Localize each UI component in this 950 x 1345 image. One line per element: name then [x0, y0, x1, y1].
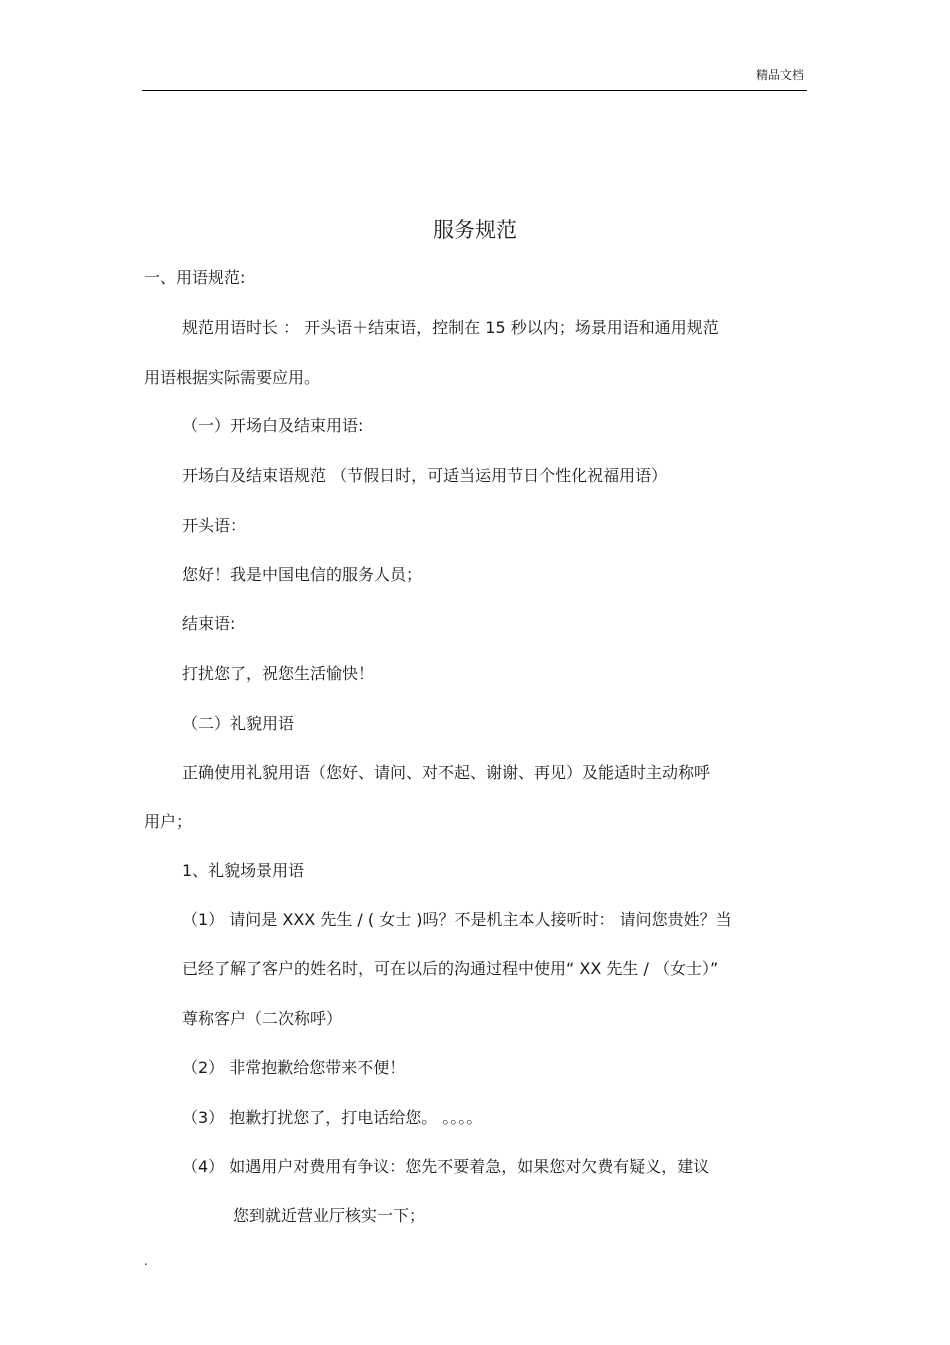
paragraph-line: 用户； — [144, 812, 193, 831]
list-heading-polite-scenes: 1、礼貌场景用语 — [182, 861, 305, 880]
list-item: （3） 抱歉打扰您了，打电话给您。 。。。。 — [182, 1108, 483, 1127]
paragraph-line: 正确使用礼貌用语（您好、请问、对不起、谢谢、再见）及能适时主动称呼 — [182, 763, 711, 782]
list-item: （1） 请问是 XXX 先生 / ( 女士 )吗？不是机主本人接听时： 请问您贵姓？当 — [182, 910, 732, 929]
label-closing: 结束语: — [182, 614, 236, 633]
list-item-continuation: 已经了解了客户的姓名时，可在以后的沟通过程中使用“ XX 先生 / （女士）” — [182, 959, 719, 978]
paragraph-line: 规范用语时长 ： 开头语＋结束语，控制在 15 秒以内；场景用语和通用规范 — [182, 318, 719, 337]
list-item: （2） 非常抱歉给您带来不便！ — [182, 1058, 406, 1077]
paragraph-line: 打扰您了，祝您生活愉快！ — [182, 664, 375, 683]
paragraph-line: 您好！我是中国电信的服务人员； — [182, 565, 423, 584]
subsection-heading-opening-closing: （一）开场白及结束用语: — [182, 416, 364, 435]
footer-mark: . — [144, 1254, 148, 1268]
header-label: 精品文档 — [755, 68, 804, 82]
paragraph-line: 开场白及结束语规范 （节假日时，可适当运用节日个性化祝福用语） — [182, 466, 668, 485]
document-title: 服务规范 — [433, 218, 517, 242]
label-opening: 开头语： — [182, 516, 247, 535]
header-rule — [142, 90, 807, 91]
list-item: （4） 如遇用户对费用有争议：您先不要着急，如果您对欠费有疑义，建议 — [182, 1157, 710, 1176]
section-heading-terminology: 一、用语规范: — [144, 268, 246, 287]
paragraph-line: 用语根据实际需要应用。 — [144, 368, 321, 387]
subsection-heading-polite: （二）礼貌用语 — [182, 714, 295, 733]
list-item-continuation: 尊称客户（二次称呼） — [182, 1009, 343, 1028]
list-item-continuation: 您到就近营业厅核实一下； — [233, 1206, 426, 1225]
